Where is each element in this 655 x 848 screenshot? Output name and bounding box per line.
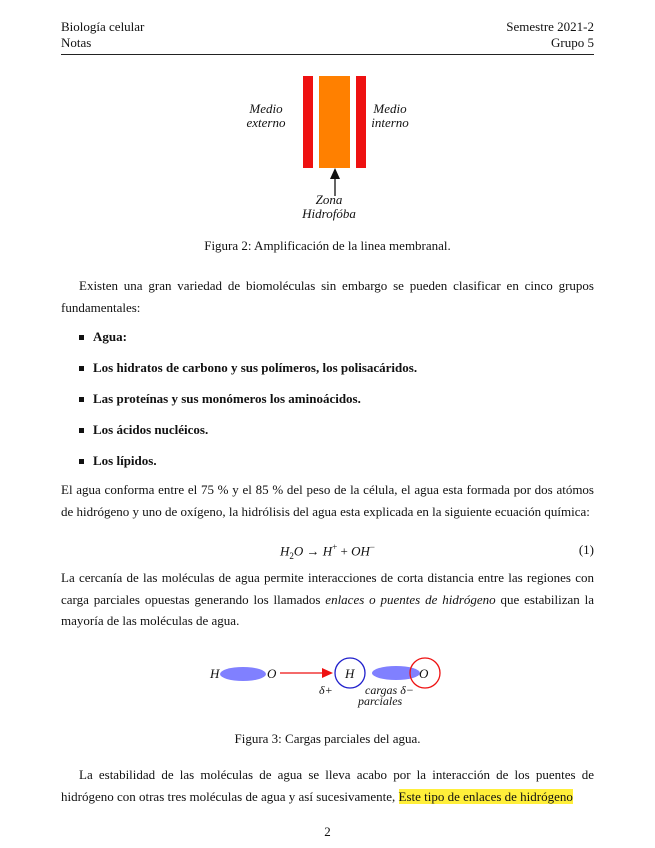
figure2-caption: Figura 2: Amplificación de la linea membranal. [204, 238, 451, 253]
membrane-hydrophobic-core [319, 76, 350, 168]
list-item: Las proteínas y sus monómeros los aminoácidos. [79, 391, 589, 422]
delta-plus-label: δ+ [319, 683, 333, 697]
highlighted-text: Este tipo de enlaces de hidrógeno [398, 788, 573, 804]
doc-type: Notas [61, 35, 92, 50]
stability-paragraph: La estabilidad de las moléculas de agua se lleva acabo por la interacción de los puentes de hidrógeno con otras tres moléculas de agua y así sucesivamente, Este tipo de enlaces de hidrógeno [61, 767, 594, 804]
bullet-icon [79, 459, 84, 464]
group: Grupo 5 [551, 35, 594, 50]
bond-blob-right [372, 666, 420, 680]
bullet-icon [79, 397, 84, 402]
equation-number: (1) [578, 542, 594, 557]
membrane-outer-bar-left [303, 76, 313, 168]
h-circle-label: H [345, 666, 355, 681]
header-right [506, 19, 594, 51]
hydrolysis-equation: $H_2O \to H^+ + OH^-$ [280, 542, 375, 561]
h-left-label: H [210, 666, 220, 681]
label-medio-externo: Medio externo [246, 101, 286, 130]
intro-paragraph: Existen una gran variedad de biomoléculas sin embargo se pueden clasificar en cinco grupos fundamentales: [61, 278, 594, 315]
bond-blob-left [220, 667, 266, 681]
header-left [61, 19, 144, 51]
proximity-paragraph: La cercanía de las moléculas de agua permite interacciones de corta distancia entre las regiones con carga parciales opuestas generando los llamados enlaces o puentes de hidrógeno que estabilizan la mayoría de las moléculas de agua. [61, 570, 594, 628]
figure3-diagram [200, 650, 460, 710]
semester: Semestre 2021-2 [506, 19, 594, 34]
o-circle-label: O [419, 666, 429, 681]
bullet-icon [79, 366, 84, 371]
figure3-caption: Figura 3: Cargas parciales del agua. [234, 731, 421, 746]
page-number: 2 [324, 824, 331, 839]
label-zona-hidrofoba: Zona Hidrofóba [302, 192, 356, 221]
header-rule [61, 54, 594, 55]
list-item: Los hidratos de carbono y sus polímeros, los polisacáridos. [79, 360, 589, 391]
cargas-label: cargas δ− [365, 683, 414, 697]
biomolecule-groups [79, 329, 589, 484]
bullet-icon [79, 335, 84, 340]
list-item: Los ácidos nucléicos. [79, 422, 589, 453]
bullet-icon [79, 428, 84, 433]
water-paragraph: El agua conforma entre el 75 % y el 85 % del peso de la célula, el agua esta formada por dos atómos de hidrógeno y uno de oxígeno, la hidrólisis del agua esta explicada en la siguiente ecuación química: [61, 482, 594, 519]
o-left-label: O [267, 666, 277, 681]
label-medio-interno: Medio interno [371, 101, 409, 130]
list-item: Agua: [79, 329, 589, 360]
emphasis-enlaces: enlaces o puentes de hidrógeno [325, 591, 496, 607]
red-arrow-head [322, 668, 333, 678]
course-name: Biología celular [61, 19, 145, 34]
parciales-label: parciales [358, 694, 403, 708]
list-item: Los lípidos. [79, 453, 589, 484]
